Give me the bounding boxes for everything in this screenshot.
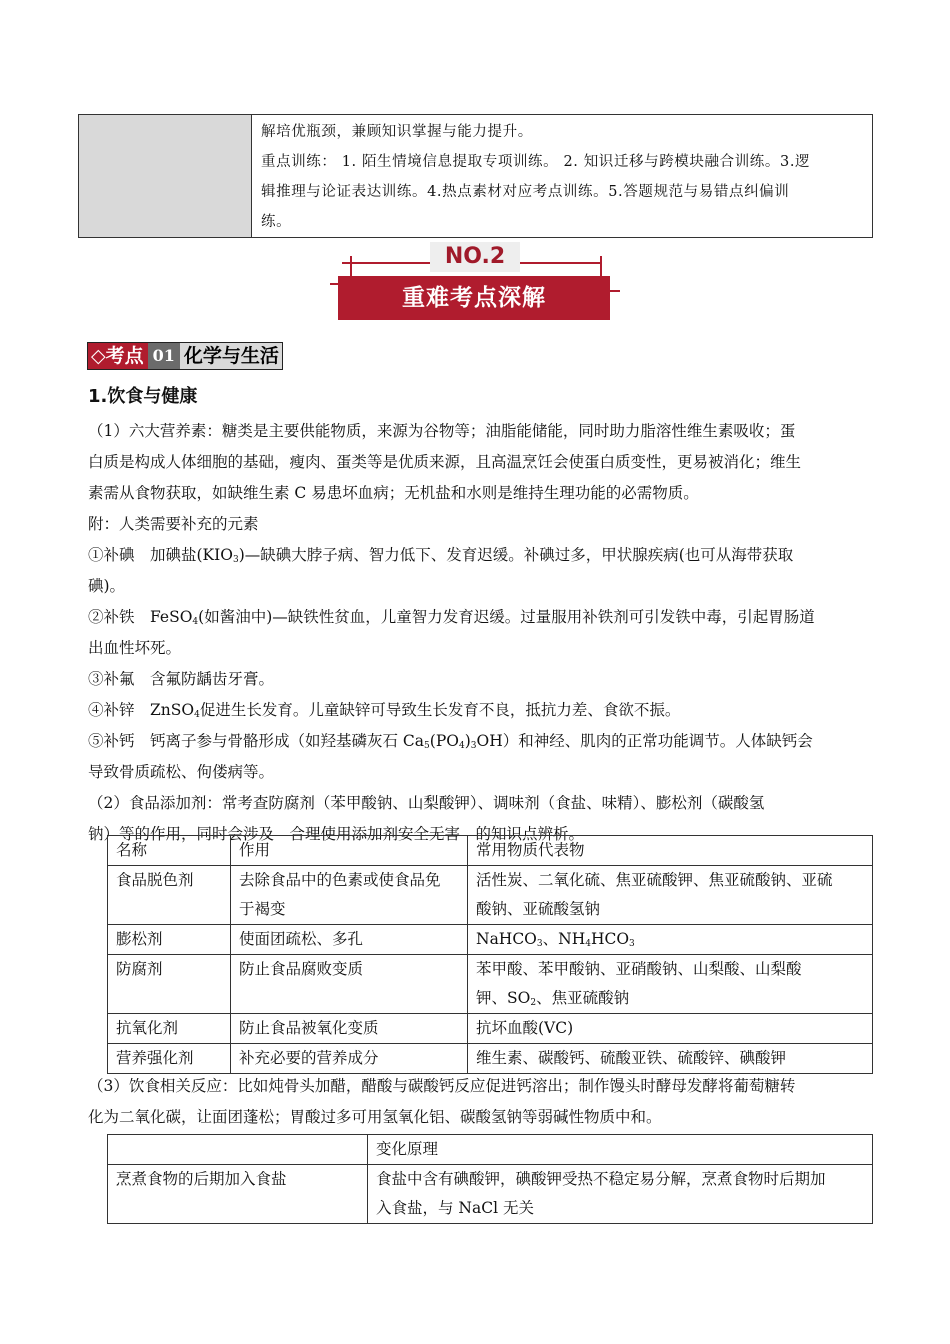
table-cell: NaHCO$_3$、$NH_4HCO_3$ bbox=[468, 925, 873, 955]
subscript: 5 bbox=[424, 741, 430, 751]
table-row bbox=[108, 1014, 873, 1044]
table-cell: 膨松剂 bbox=[108, 925, 231, 955]
table-row bbox=[108, 925, 873, 955]
table-cell: 抗氧化剂 bbox=[108, 1014, 231, 1044]
table-header: 名称 bbox=[108, 836, 231, 866]
table-row bbox=[108, 866, 873, 925]
banner-number: NO.2 bbox=[430, 242, 520, 272]
table-header: 常用物质代表物 bbox=[468, 836, 873, 866]
table-cell: 营养强化剂 bbox=[108, 1044, 231, 1074]
table-header bbox=[108, 1135, 368, 1165]
table-cell: 烹煮食物的后期加入食盐 bbox=[108, 1165, 368, 1224]
table-cell: 维生素、碳酸钙、硫酸亚铁、硫酸锌、碘酸钾 bbox=[468, 1044, 873, 1074]
text-line: 附：人类需要补充的元素 bbox=[88, 515, 259, 533]
section-banner bbox=[330, 238, 620, 326]
table-cell: 使面团疏松、多孔 bbox=[231, 925, 468, 955]
text-line: 素需从食物获取，如缺维生素 C 易患坏血病；无机盐和水则是维持生理功能的必需物质。 bbox=[88, 484, 699, 502]
subscript: 3 bbox=[232, 555, 239, 565]
text-line: 碘)。 bbox=[88, 577, 126, 595]
top-table-label-cell bbox=[79, 115, 252, 238]
additive-table bbox=[107, 835, 873, 1074]
section-marker: ◇考点 bbox=[88, 343, 148, 369]
text-line: )—缺碘大脖子病、智力低下、发育迟缓。补碘过多，甲状腺疾病(也可从海带获取 bbox=[238, 546, 794, 564]
text-line: 化为二氧化碳，让面团蓬松；胃酸过多可用氢氧化铝、碳酸氢钠等弱碱性物质中和。 bbox=[88, 1108, 662, 1126]
table-cell: 食品脱色剂 bbox=[108, 866, 231, 925]
top-line-1: 解培优瓶颈，兼顾知识掌握与能力提升。 bbox=[261, 124, 533, 140]
section-title: 化学与生活 bbox=[180, 343, 282, 369]
text-line: ④补锌 ZnSO bbox=[88, 701, 195, 719]
text-line: 白质是构成人体细胞的基础，瘦肉、蛋类等是优质来源，且高温烹饪会使蛋白质变性，更易被消化；维生 bbox=[88, 453, 802, 471]
top-table-content-cell bbox=[252, 115, 873, 238]
nutrients-paragraph bbox=[88, 416, 868, 850]
table-cell: 食盐中含有碘酸钾，碘酸钾受热不稳定易分解，烹煮食物时后期加 入食盐，与 NaCl 无关 bbox=[368, 1165, 873, 1224]
text-line: 导致骨质疏松、佝偻病等。 bbox=[88, 763, 275, 781]
subsection-heading: 1.饮食与健康 bbox=[88, 386, 198, 407]
top-line-3: 辑推理与论证表达训练。4.热点素材对应考点训练。5.答题规范与易错点纠偏训 bbox=[261, 184, 790, 200]
table-cell: 补充必要的营养成分 bbox=[231, 1044, 468, 1074]
text-line: 促进生长发育。儿童缺锌可导致生长发育不良，抵抗力差、食欲不振。 bbox=[199, 701, 681, 719]
table-cell: 苯甲酸、苯甲酸钠、亚硝酸钠、山梨酸、山梨酸 钾、$SO_2$、焦亚硫酸钠 bbox=[468, 955, 873, 1014]
table-cell: 防止食品腐败变质 bbox=[231, 955, 468, 1014]
reaction-table bbox=[107, 1134, 873, 1224]
section-heading bbox=[87, 342, 283, 370]
text-line: OH）和神经、肌肉的正常功能调节。人体缺钙会 bbox=[476, 732, 813, 750]
banner-title: 重难考点深解 bbox=[338, 276, 610, 320]
reactions-paragraph bbox=[88, 1071, 868, 1133]
table-header: 变化原理 bbox=[368, 1135, 873, 1165]
banner-tick bbox=[610, 290, 620, 292]
subscript: 4 bbox=[192, 617, 199, 627]
subscript: 4 bbox=[194, 710, 200, 720]
table-cell: 活性炭、二氧化硫、焦亚硫酸钾、焦亚硫酸钠、亚硫 酸钠、亚硫酸氢钠 bbox=[468, 866, 873, 925]
table-cell: 抗坏血酸(VC) bbox=[468, 1014, 873, 1044]
text-line: 出血性坏死。 bbox=[88, 639, 182, 657]
text-line: 钠）等的作用，同时会涉及 合理使用添加剂安全无害 的知识点辨析。 bbox=[88, 825, 585, 843]
top-line-4: 练。 bbox=[261, 214, 292, 230]
table-cell: 防腐剂 bbox=[108, 955, 231, 1014]
section-number: 01 bbox=[148, 343, 180, 369]
text-line: (如酱油中)—缺铁性贫血，儿童智力发育迟缓。过量服用补铁剂可引发铁中毒，引起胃肠道 bbox=[198, 608, 815, 626]
text-line: ②补铁 FeSO bbox=[88, 608, 193, 626]
subscript: 3 bbox=[470, 741, 477, 751]
table-cell: 去除食品中的色素或使食品免 于褐变 bbox=[231, 866, 468, 925]
table-header-row bbox=[108, 1135, 873, 1165]
top-line-2: 重点训练： 1. 陌生情境信息提取专项训练。 2. 知识迁移与跨模块融合训练。3.逻 bbox=[261, 154, 811, 170]
table-row bbox=[108, 1165, 873, 1224]
text-line: （1）六大营养素：糖类是主要供能物质，来源为谷物等；油脂能储能，同时助力脂溶性维生素吸收；蛋 bbox=[88, 422, 796, 440]
text-line: ③补氟 含氟防龋齿牙膏。 bbox=[88, 670, 275, 688]
subscript: 4 bbox=[458, 741, 465, 751]
text-line: （2）食品添加剂：常考查防腐剂（苯甲酸钠、山梨酸钾）、调味剂（食盐、味精）、膨松剂（碳酸氢 bbox=[88, 794, 765, 812]
table-header-row bbox=[108, 836, 873, 866]
table-row bbox=[108, 955, 873, 1014]
top-continuation-table bbox=[78, 114, 873, 238]
table-cell: 防止食品被氧化变质 bbox=[231, 1014, 468, 1044]
text-line: （3）饮食相关反应：比如炖骨头加醋，醋酸与碳酸钙反应促进钙溶出；制作馒头时酵母发酵将葡萄糖转 bbox=[88, 1077, 796, 1095]
text-line: ①补碘 加碘盐(KIO bbox=[88, 546, 233, 564]
text-line: ⑤补钙 钙离子参与骨骼形成（如羟基磷灰石 Ca bbox=[88, 732, 425, 750]
text-line: ) bbox=[464, 732, 471, 750]
text-line: (PO bbox=[429, 732, 459, 750]
table-row bbox=[108, 1044, 873, 1074]
table-header: 作用 bbox=[231, 836, 468, 866]
